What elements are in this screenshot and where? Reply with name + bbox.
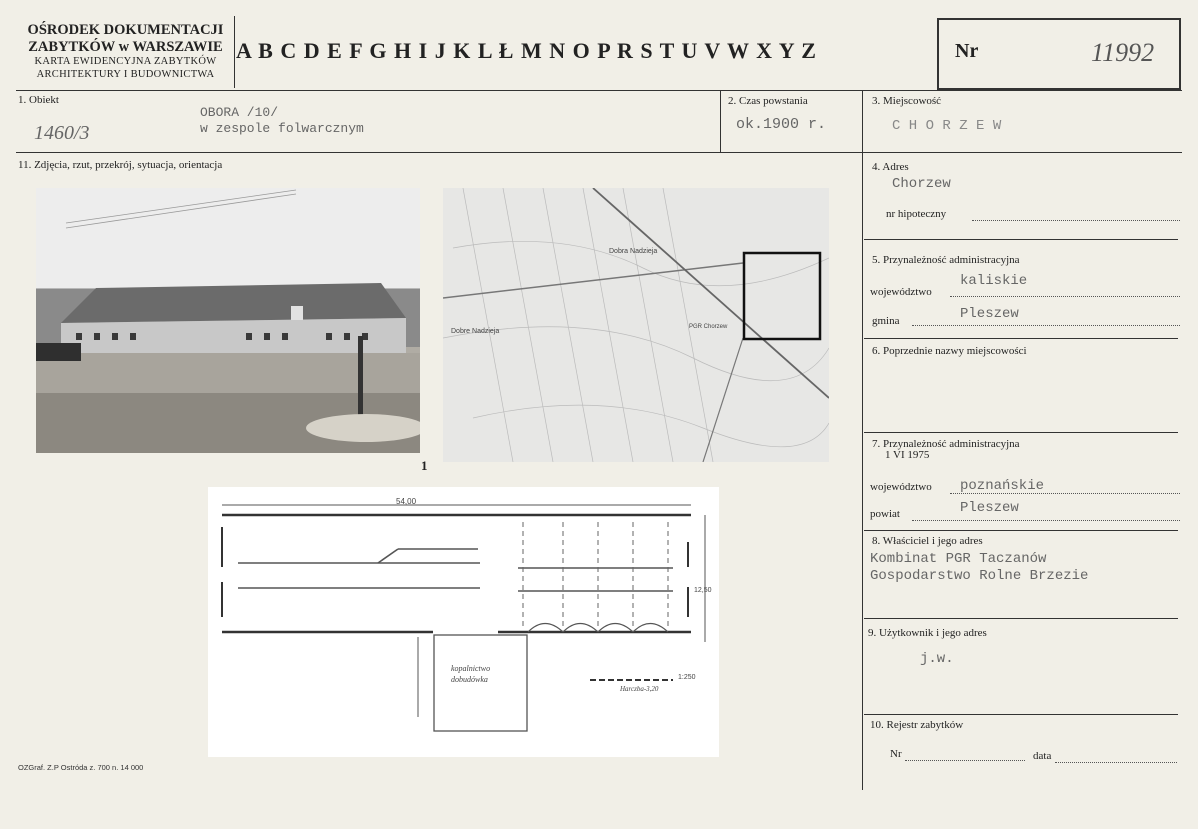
powiat-label: powiat: [870, 508, 900, 520]
section-5-label: 5. Przynależność administracyjna: [872, 254, 1020, 266]
section-9-label: 9. Użytkownik i jego adres: [868, 627, 987, 639]
map-label-1: Dobra Nadzieja: [609, 248, 658, 255]
section-1-value: [200, 105, 364, 137]
wojewodztwo-value-7: poznańskie: [960, 478, 1045, 494]
section-10-label: 10. Rejestr zabytków: [870, 719, 964, 731]
object-context: w zespole folwarcznym: [200, 121, 364, 136]
floor-plan-drawing: [208, 487, 719, 757]
section-7-date: 1 VI 1975: [885, 449, 930, 461]
institution-line-1: OŚRODEK DOKUMENTACJI: [27, 22, 224, 38]
section-2-label: 2. Czas powstania: [728, 95, 808, 107]
institution-line-2: ZABYTKÓW w WARSZAWIE: [28, 39, 223, 55]
card-type: [18, 55, 233, 81]
topographic-map: [443, 188, 829, 462]
nr-label: Nr: [955, 40, 979, 62]
owner-line-2: Gospodarstwo Rolne Brzezie: [870, 568, 1089, 584]
owner-value: [870, 551, 1088, 585]
alphabet-index: A B C D E F G H I J K L Ł M N O P R S T U V W X Y Z: [236, 38, 817, 63]
plan-length: 54,00: [396, 497, 417, 506]
photo-number: 1: [421, 458, 428, 473]
section-8-label: 8. Właściciel i jego adres: [872, 535, 983, 547]
nr-box: [937, 18, 1181, 90]
plan-scale-note: Harczba-3,20: [620, 685, 659, 693]
barn-photo: [36, 188, 420, 453]
section-4-label: 4. Adres: [872, 161, 909, 173]
annotation-line-1: kopalnictwo: [451, 664, 491, 673]
printer-note: OZGraf. Z.P Ostróda z. 700 n. 14 000: [18, 763, 144, 772]
plan-width: 12,50: [694, 587, 712, 594]
section-3-label: 3. Miejscowość: [872, 95, 942, 107]
powiat-value: Pleszew: [960, 500, 1019, 516]
section-11-label: 11. Zdjęcia, rzut, przekrój, sytuacja, orientacja: [18, 159, 223, 171]
wojewodztwo-label-5: województwo: [870, 286, 932, 298]
card-type-line-1: KARTA EWIDENCYJNA ZABYTKÓW: [34, 56, 217, 67]
plan-annotation: [451, 663, 490, 685]
register-nr-label: Nr: [890, 748, 902, 760]
gmina-value: Pleszew: [960, 306, 1019, 322]
owner-line-1: Kombinat PGR Taczanów: [870, 551, 1047, 567]
section-6-label: 6. Poprzednie nazwy miejscowości: [872, 345, 1027, 357]
floor-plan: [208, 487, 719, 757]
user-value: j.w.: [920, 651, 954, 667]
wojewodztwo-value-5: kaliskie: [960, 273, 1028, 289]
section-7-label: 7. Przynależność administracyjna: [872, 438, 1020, 450]
register-date-label: data: [1033, 750, 1052, 762]
section-1-label: 1. Obiekt: [18, 94, 59, 106]
address-value: Chorzew: [892, 176, 951, 192]
location-map: [443, 188, 829, 462]
nr-value-handwritten: 11992: [1091, 38, 1155, 67]
map-label-3: PGR Chorzew: [689, 324, 728, 330]
gmina-label: gmina: [872, 315, 900, 327]
card-type-line-2: ARCHITEKTURY I BUDOWNICTWA: [36, 69, 215, 80]
plan-scale: 1:250: [678, 674, 696, 681]
object-name: OBORA /10/: [200, 105, 279, 120]
construction-date: ok.1900 r.: [736, 116, 827, 133]
barn-photo-illustration: [36, 188, 420, 453]
handwritten-code: 1460/3: [34, 122, 90, 144]
hipoteczny-label: nr hipoteczny: [886, 208, 947, 220]
map-label-2: Dobre Nadzieja: [451, 328, 500, 335]
institution-name: [18, 22, 233, 56]
annotation-line-2: dobudówka: [451, 675, 488, 684]
locality-value: C H O R Z E W: [892, 118, 1002, 134]
wojewodztwo-label-7: województwo: [870, 481, 932, 493]
